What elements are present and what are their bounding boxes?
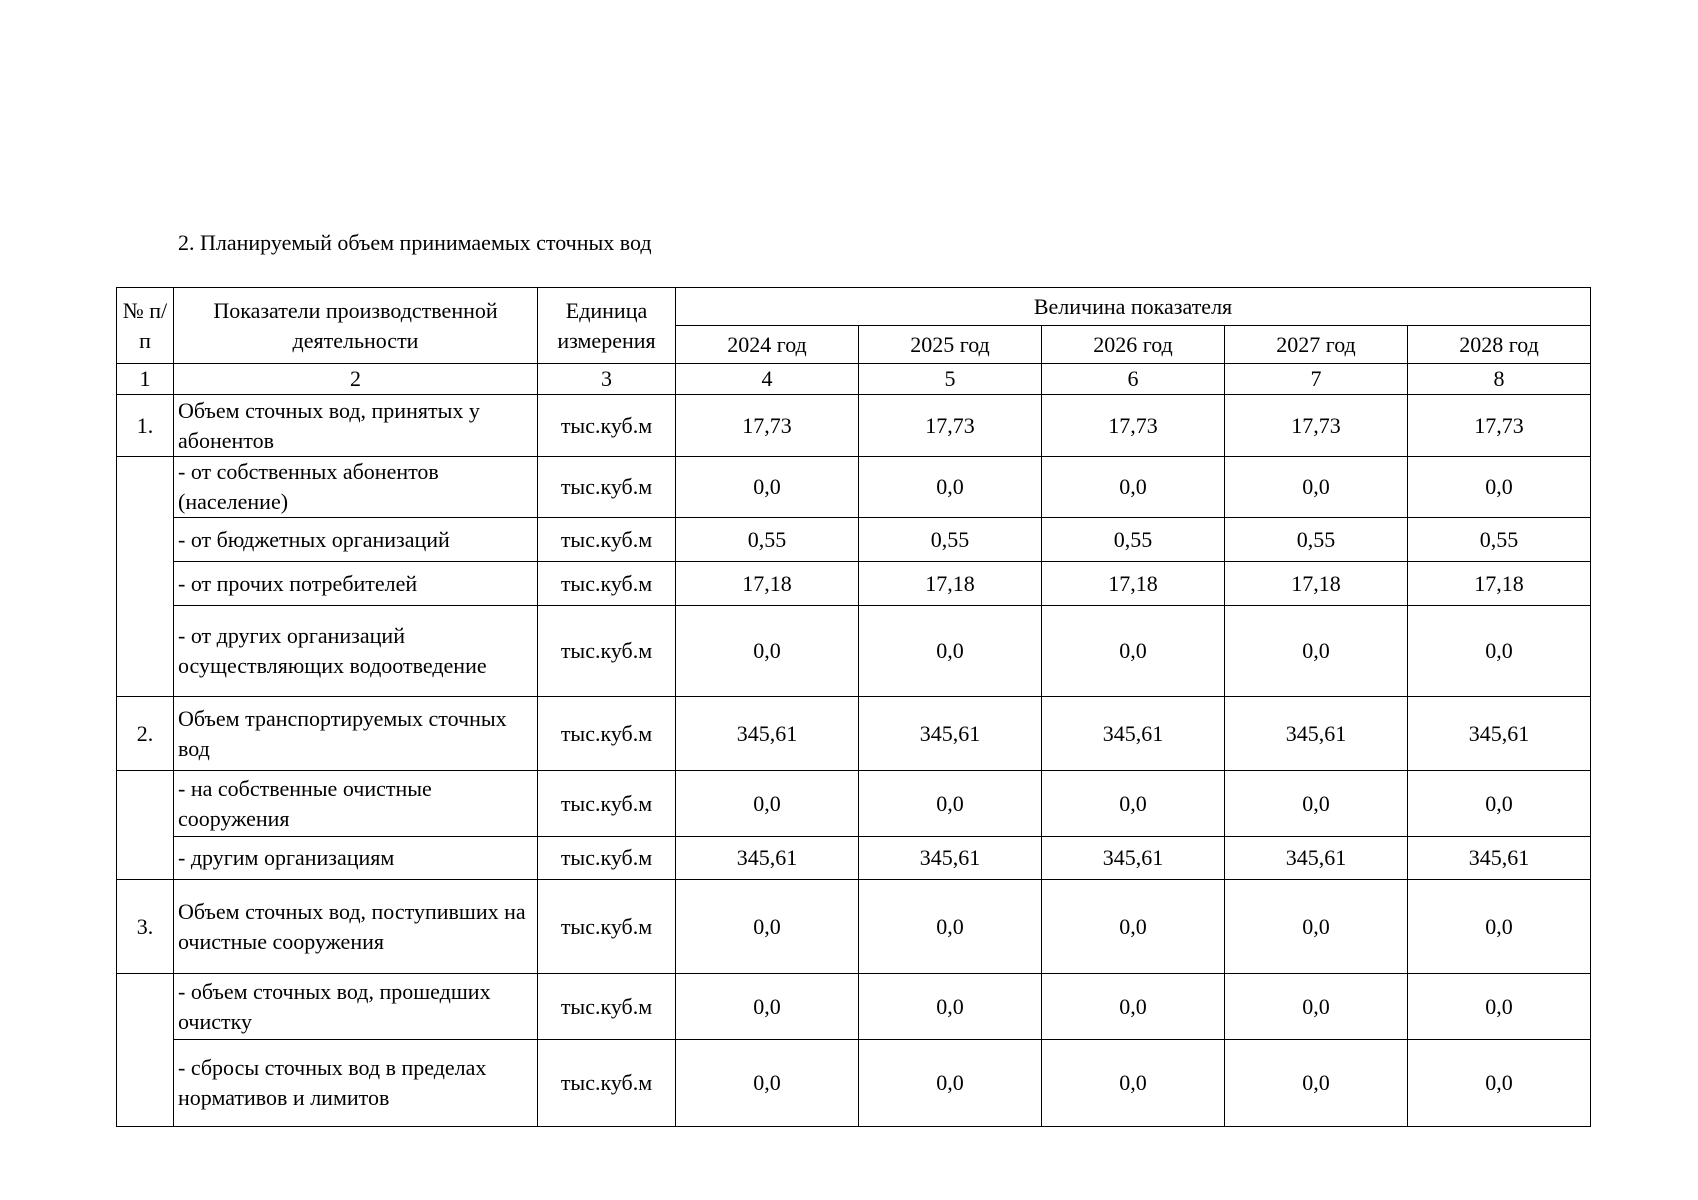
row-value: 0,0 bbox=[676, 974, 859, 1040]
table-row bbox=[117, 518, 1591, 562]
row-unit: тыс.куб.м bbox=[538, 1040, 676, 1127]
header-num: № п/п bbox=[117, 288, 174, 364]
row-value: 0,0 bbox=[859, 606, 1042, 697]
header-year: 2025 год bbox=[859, 326, 1042, 364]
row-label: - объем сточных вод, прошедших очистку bbox=[174, 974, 538, 1040]
row-value: 17,18 bbox=[1042, 562, 1225, 606]
table-title: 2. Планируемый объем принимаемых сточных вод bbox=[178, 230, 652, 255]
row-label: - на собственные очистные сооружения bbox=[174, 771, 538, 837]
row-unit: тыс.куб.м bbox=[538, 771, 676, 837]
row-value: 0,0 bbox=[1408, 974, 1591, 1040]
table-row bbox=[117, 562, 1591, 606]
row-value: 0,0 bbox=[1408, 457, 1591, 518]
row-value: 345,61 bbox=[1408, 837, 1591, 880]
table-row bbox=[117, 697, 1591, 771]
row-label: Объем транспортируемых сточных вод bbox=[174, 697, 538, 771]
column-number: 5 bbox=[859, 364, 1042, 395]
row-value: 0,0 bbox=[1408, 1040, 1591, 1127]
row-number bbox=[117, 974, 174, 1127]
row-value: 345,61 bbox=[859, 837, 1042, 880]
row-value: 0,0 bbox=[1408, 880, 1591, 974]
row-value: 0,0 bbox=[1225, 457, 1408, 518]
row-value: 345,61 bbox=[676, 837, 859, 880]
row-value: 0,55 bbox=[859, 518, 1042, 562]
row-unit: тыс.куб.м bbox=[538, 837, 676, 880]
row-value: 17,18 bbox=[1408, 562, 1591, 606]
row-value: 0,0 bbox=[859, 771, 1042, 837]
row-number: 1. bbox=[117, 395, 174, 457]
row-value: 17,73 bbox=[1042, 395, 1225, 457]
column-number: 8 bbox=[1408, 364, 1591, 395]
row-value: 0,0 bbox=[1042, 880, 1225, 974]
row-value: 0,0 bbox=[859, 880, 1042, 974]
column-number: 2 bbox=[174, 364, 538, 395]
row-unit: тыс.куб.м bbox=[538, 562, 676, 606]
row-label: - от прочих потребителей bbox=[174, 562, 538, 606]
row-value: 17,73 bbox=[676, 395, 859, 457]
row-value: 0,0 bbox=[1408, 771, 1591, 837]
row-unit: тыс.куб.м bbox=[538, 395, 676, 457]
row-value: 345,61 bbox=[1225, 697, 1408, 771]
row-value: 0,0 bbox=[1042, 606, 1225, 697]
row-value: 0,0 bbox=[1408, 606, 1591, 697]
row-value: 0,0 bbox=[1042, 457, 1225, 518]
table-row bbox=[117, 771, 1591, 837]
row-value: 17,73 bbox=[859, 395, 1042, 457]
row-value: 0,0 bbox=[1225, 880, 1408, 974]
row-value: 345,61 bbox=[1408, 697, 1591, 771]
row-label: - сбросы сточных вод в пределах нормативов и лимитов bbox=[174, 1040, 538, 1127]
column-number: 3 bbox=[538, 364, 676, 395]
row-value: 345,61 bbox=[1042, 837, 1225, 880]
row-value: 0,0 bbox=[676, 1040, 859, 1127]
row-number bbox=[117, 457, 174, 697]
row-value: 0,0 bbox=[1042, 771, 1225, 837]
row-label: Объем сточных вод, принятых у абонентов bbox=[174, 395, 538, 457]
table-row bbox=[117, 880, 1591, 974]
row-unit: тыс.куб.м bbox=[538, 974, 676, 1040]
row-unit: тыс.куб.м bbox=[538, 880, 676, 974]
row-unit: тыс.куб.м bbox=[538, 457, 676, 518]
table-row bbox=[117, 457, 1591, 518]
row-value: 0,55 bbox=[1042, 518, 1225, 562]
row-number: 3. bbox=[117, 880, 174, 974]
row-value: 0,0 bbox=[676, 457, 859, 518]
row-value: 0,0 bbox=[1225, 1040, 1408, 1127]
row-unit: тыс.куб.м bbox=[538, 606, 676, 697]
row-value: 0,55 bbox=[1408, 518, 1591, 562]
header-year: 2024 год bbox=[676, 326, 859, 364]
row-number bbox=[117, 771, 174, 880]
row-value: 0,0 bbox=[1225, 771, 1408, 837]
row-value: 345,61 bbox=[1225, 837, 1408, 880]
row-value: 17,18 bbox=[859, 562, 1042, 606]
row-value: 0,0 bbox=[1042, 1040, 1225, 1127]
table-row bbox=[117, 606, 1591, 697]
header-year: 2026 год bbox=[1042, 326, 1225, 364]
header-indicator: Показатели производственной деятельности bbox=[174, 288, 538, 364]
header-unit: Единица измерения bbox=[538, 288, 676, 364]
row-label: - от других организаций осуществляющих водоотведение bbox=[174, 606, 538, 697]
row-value: 17,73 bbox=[1225, 395, 1408, 457]
row-value: 17,18 bbox=[676, 562, 859, 606]
header-value-group: Величина показателя bbox=[676, 288, 1591, 326]
column-number: 4 bbox=[676, 364, 859, 395]
table-row bbox=[117, 837, 1591, 880]
header-year: 2028 год bbox=[1408, 326, 1591, 364]
row-value: 0,0 bbox=[676, 606, 859, 697]
column-number: 7 bbox=[1225, 364, 1408, 395]
column-number: 1 bbox=[117, 364, 174, 395]
row-unit: тыс.куб.м bbox=[538, 518, 676, 562]
row-value: 0,0 bbox=[859, 1040, 1042, 1127]
row-value: 0,0 bbox=[1225, 974, 1408, 1040]
row-value: 0,55 bbox=[1225, 518, 1408, 562]
row-value: 0,0 bbox=[676, 771, 859, 837]
row-value: 0,55 bbox=[676, 518, 859, 562]
column-number-row bbox=[117, 364, 1591, 395]
row-value: 0,0 bbox=[859, 457, 1042, 518]
table-row bbox=[117, 974, 1591, 1040]
row-label: - другим организациям bbox=[174, 837, 538, 880]
row-value: 17,73 bbox=[1408, 395, 1591, 457]
row-number: 2. bbox=[117, 697, 174, 771]
row-unit: тыс.куб.м bbox=[538, 697, 676, 771]
column-number: 6 bbox=[1042, 364, 1225, 395]
table-row bbox=[117, 1040, 1591, 1127]
row-value: 345,61 bbox=[1042, 697, 1225, 771]
row-label: Объем сточных вод, поступивших на очистные сооружения bbox=[174, 880, 538, 974]
row-value: 17,18 bbox=[1225, 562, 1408, 606]
header-row bbox=[117, 288, 1591, 326]
row-value: 0,0 bbox=[1225, 606, 1408, 697]
row-value: 0,0 bbox=[1042, 974, 1225, 1040]
row-value: 0,0 bbox=[859, 974, 1042, 1040]
table-row bbox=[117, 395, 1591, 457]
row-value: 345,61 bbox=[859, 697, 1042, 771]
header-year: 2027 год bbox=[1225, 326, 1408, 364]
indicators-table bbox=[116, 287, 1591, 1127]
row-label: - от собственных абонентов (население) bbox=[174, 457, 538, 518]
row-value: 345,61 bbox=[676, 697, 859, 771]
row-label: - от бюджетных организаций bbox=[174, 518, 538, 562]
row-value: 0,0 bbox=[676, 880, 859, 974]
